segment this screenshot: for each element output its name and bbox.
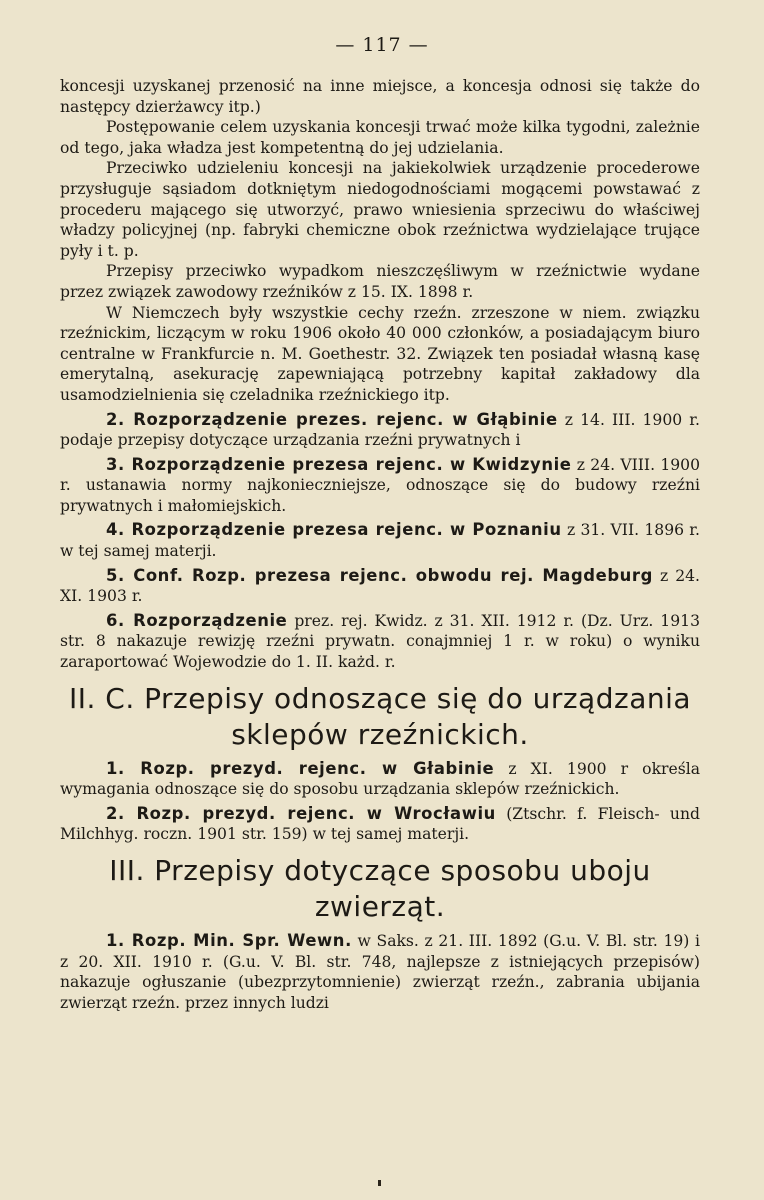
- regulation-item-6: [60, 611, 700, 673]
- shops-item-2-title: 2. Rozp. prezyd. rejenc. w Wrocławiu: [106, 803, 496, 823]
- slaughter-item-1: [60, 931, 700, 1013]
- regulation-item-4-title: 4. Rozporządzenie prezesa rejenc. w Poznaniu: [106, 520, 562, 540]
- paragraph-postepowanie: Postępowanie celem uzyskania koncesji trwać może kilka tygodni, zależnie od tego, jaka władza jest kompetentną do jej udzielania.: [60, 118, 700, 157]
- regulation-item-3: [60, 455, 700, 517]
- slaughter-item-1-title: 1. Rozp. Min. Spr. Wewn.: [106, 931, 352, 950]
- shops-item-2-text: (Ztschr. f. Fleisch- und Milchhyg. roczn. 1901 str. 159) w tej samej materji.: [60, 804, 700, 844]
- page-body: [60, 76, 700, 1013]
- paragraph-wypadki: Przepisy przeciwko wypadkom nieszczęśliwym w rzeźnictwie wydane przez związek zawodowy rzeźników z 15. IX. 1898 r.: [60, 262, 700, 301]
- regulation-item-2-text: z 14. III. 1900 r. podaje przepisy dotyczące urządzania rzeźni prywatnych i: [60, 410, 700, 450]
- paragraph-koncesja-przenoszenie: koncesji uzyskanej przenosić na inne miejsce, a koncesja odnosi się także do następcy dzierżawcy itp.): [60, 77, 700, 116]
- shops-item-1-text: z XI. 1900 r określa wymagania odnoszące się do sposobu urządzania sklepów rzeźnickich.: [60, 759, 700, 799]
- section-heading-iii: III. Przepisy dotyczące sposobu uboju zwierząt.: [109, 854, 651, 923]
- shops-item-1: [60, 759, 700, 800]
- shops-item-1-title: 1. Rozp. prezyd. rejenc. w Głabinie: [106, 758, 495, 778]
- ink-mark: [378, 1180, 381, 1186]
- regulation-item-6-text: prez. rej. Kwidz. z 31. XII. 1912 r. (Dz. Urz. 1913 str. 8 nakazuje rewizję rzeźni prywatn. conajmniej 1 r. w roku) o wyniku zaraportować Wojewodzie do 1. II. każd. r.: [60, 611, 700, 672]
- regulation-item-5-text: z 24. XI. 1903 r.: [60, 566, 700, 606]
- regulation-item-3-text: z 24. VIII. 1900 r. ustanawia normy najkonieczniejsze, odnoszące się do budowy rzeźni prywatnych i małomiejskich.: [60, 455, 700, 515]
- regulation-item-3-title: 3. Rozporządzenie prezesa rejenc. w Kwidzynie: [106, 454, 572, 474]
- regulation-item-2: [60, 410, 700, 451]
- page-number: — 117 —: [335, 34, 429, 56]
- regulation-item-6-title: 6. Rozporządzenie: [106, 610, 288, 630]
- regulation-item-2-title: 2. Rozporządzenie prezes. rejenc. w Głąbinie: [106, 409, 558, 429]
- regulation-item-4: [60, 520, 700, 561]
- shops-item-2: [60, 804, 700, 845]
- paragraph-sprzeciw: Przeciwko udzieleniu koncesji na jakiekolwiek urządzenie procederowe przysługuje sąsiadom dotkniętym niedogodnościami mogącemi powstawać z procederu mającego się utworzyć, prawo wniesienia sprzeciwu do właściwej władzy policyjnej (np. fabryki chemiczne obok rzeźnictwa wydzielające trujące pyły i t. p.: [60, 159, 700, 260]
- regulation-item-5: [60, 566, 700, 607]
- section-heading-iic: II. C. Przepisy odnoszące się do urządzania sklepów rzeźnickich.: [68, 681, 692, 751]
- paragraph-niemcy-cechy: W Niemczech były wszystkie cechy rzeźn. zrzeszone w niem. związku rzeźnickim, liczącym w roku 1906 około 40 000 członków, a posiadającym biuro centralne w Frankfurcie n. M. Goethestr. 32. Związek ten posiadał własną kasę emerytalną, asekurację zapewniającą potrzebny kapitał zakładowy dla usamodzielnienia się czeladnika rzeźnickiego itp.: [60, 303, 700, 404]
- regulation-item-5-title: 5. Conf. Rozp. prezesa rejenc. obwodu rej. Magdeburg: [106, 565, 653, 585]
- regulation-item-4-text: z 31. VII. 1896 r. w tej samej materji.: [60, 521, 701, 561]
- slaughter-item-1-text: w Saks. z 21. III. 1892 (G.u. V. Bl. str. 19) i z 20. XII. 1910 r. (G.u. V. Bl. str. 748, najlepsze z istniejących przepisów) nakazuje ogłuszanie (ubezprzytomnienie) zwierząt rzeźn., zabrania ubijania zwierząt rzeźn. przez innych ludzi: [60, 932, 701, 1012]
